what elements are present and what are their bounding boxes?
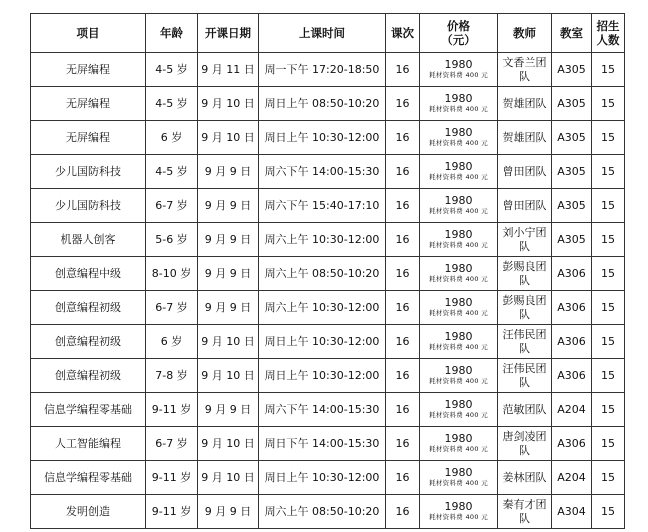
course-schedule-table bbox=[30, 13, 625, 529]
material-fee: 耗材资料费 400 元 bbox=[429, 411, 488, 419]
item-cell: 创意编程中级 bbox=[31, 257, 146, 291]
material-fee: 耗材资料费 400 元 bbox=[429, 173, 488, 181]
room-cell: A305 bbox=[552, 223, 592, 257]
teacher-cell bbox=[498, 87, 552, 121]
date-cell: 9 月 9 日 bbox=[198, 189, 259, 223]
sessions-cell: 16 bbox=[386, 393, 420, 427]
teacher-name: 范敏团队 bbox=[502, 402, 547, 416]
price-value: 1980 bbox=[444, 364, 473, 377]
table-body bbox=[31, 53, 625, 529]
sessions-cell: 16 bbox=[386, 359, 420, 393]
time-cell: 周日上午 10:30-12:00 bbox=[259, 461, 386, 495]
price-cell bbox=[420, 495, 498, 529]
enroll-cell: 15 bbox=[592, 393, 625, 427]
teacher-name: 秦有才团队 bbox=[502, 497, 547, 525]
room-cell: A305 bbox=[552, 155, 592, 189]
header-row bbox=[31, 14, 625, 53]
table-row bbox=[31, 291, 625, 325]
item-cell: 信息学编程零基础 bbox=[31, 461, 146, 495]
price-value: 1980 bbox=[444, 58, 473, 71]
item-cell: 创意编程初级 bbox=[31, 291, 146, 325]
price-value: 1980 bbox=[444, 160, 473, 173]
price-cell bbox=[420, 461, 498, 495]
room-cell: A306 bbox=[552, 291, 592, 325]
sessions-cell: 16 bbox=[386, 53, 420, 87]
item-cell: 信息学编程零基础 bbox=[31, 393, 146, 427]
teacher-cell bbox=[498, 427, 552, 461]
table-row bbox=[31, 427, 625, 461]
sessions-cell: 16 bbox=[386, 121, 420, 155]
material-fee: 耗材资料费 400 元 bbox=[429, 105, 488, 113]
age-cell: 9-11 岁 bbox=[146, 393, 198, 427]
material-fee: 耗材资料费 400 元 bbox=[429, 207, 488, 215]
price-value: 1980 bbox=[444, 296, 473, 309]
enroll-cell: 15 bbox=[592, 189, 625, 223]
time-cell: 周六上午 08:50-10:20 bbox=[259, 495, 386, 529]
room-cell: A204 bbox=[552, 461, 592, 495]
price-cell bbox=[420, 325, 498, 359]
date-cell: 9 月 10 日 bbox=[198, 359, 259, 393]
teacher-name: 曾田团队 bbox=[502, 164, 547, 178]
price-value: 1980 bbox=[444, 126, 473, 139]
price-value: 1980 bbox=[444, 466, 473, 479]
enroll-cell: 15 bbox=[592, 359, 625, 393]
teacher-cell bbox=[498, 461, 552, 495]
teacher-cell bbox=[498, 223, 552, 257]
date-cell: 9 月 10 日 bbox=[198, 461, 259, 495]
header-enroll-line1: 招生 bbox=[596, 19, 620, 33]
header-teacher: 教师 bbox=[498, 14, 552, 53]
date-cell: 9 月 9 日 bbox=[198, 495, 259, 529]
price-cell bbox=[420, 121, 498, 155]
sessions-cell: 16 bbox=[386, 87, 420, 121]
table-row bbox=[31, 121, 625, 155]
time-cell: 周六上午 08:50-10:20 bbox=[259, 257, 386, 291]
age-cell: 5-6 岁 bbox=[146, 223, 198, 257]
teacher-name: 贺雄团队 bbox=[502, 96, 547, 110]
teacher-cell bbox=[498, 393, 552, 427]
item-cell: 无屏编程 bbox=[31, 121, 146, 155]
header-price-line1: 价格 bbox=[447, 19, 470, 33]
price-value: 1980 bbox=[444, 500, 473, 513]
price-cell bbox=[420, 87, 498, 121]
table-row bbox=[31, 155, 625, 189]
item-cell: 创意编程初级 bbox=[31, 325, 146, 359]
header-sessions: 课次 bbox=[386, 14, 420, 53]
material-fee: 耗材资料费 400 元 bbox=[429, 513, 488, 521]
price-value: 1980 bbox=[444, 228, 473, 241]
item-cell: 无屏编程 bbox=[31, 87, 146, 121]
room-cell: A306 bbox=[552, 257, 592, 291]
item-cell: 少儿国防科技 bbox=[31, 189, 146, 223]
table-row bbox=[31, 223, 625, 257]
teacher-name: 唐剑凌团队 bbox=[502, 429, 547, 457]
price-value: 1980 bbox=[444, 194, 473, 207]
price-cell bbox=[420, 257, 498, 291]
sessions-cell: 16 bbox=[386, 461, 420, 495]
enroll-cell: 15 bbox=[592, 325, 625, 359]
teacher-cell bbox=[498, 359, 552, 393]
price-value: 1980 bbox=[444, 92, 473, 105]
teacher-name: 汪伟民团队 bbox=[502, 361, 547, 389]
teacher-name: 姜林团队 bbox=[502, 470, 547, 484]
sessions-cell: 16 bbox=[386, 427, 420, 461]
time-cell: 周六下午 14:00-15:30 bbox=[259, 155, 386, 189]
sessions-cell: 16 bbox=[386, 325, 420, 359]
age-cell: 4-5 岁 bbox=[146, 53, 198, 87]
sessions-cell: 16 bbox=[386, 257, 420, 291]
age-cell: 6-7 岁 bbox=[146, 189, 198, 223]
date-cell: 9 月 9 日 bbox=[198, 393, 259, 427]
date-cell: 9 月 10 日 bbox=[198, 121, 259, 155]
room-cell: A304 bbox=[552, 495, 592, 529]
price-value: 1980 bbox=[444, 262, 473, 275]
price-cell bbox=[420, 155, 498, 189]
age-cell: 6-7 岁 bbox=[146, 427, 198, 461]
teacher-cell bbox=[498, 495, 552, 529]
date-cell: 9 月 9 日 bbox=[198, 257, 259, 291]
table-row bbox=[31, 53, 625, 87]
teacher-name: 刘小宁团队 bbox=[502, 225, 547, 253]
date-cell: 9 月 11 日 bbox=[198, 53, 259, 87]
teacher-name: 贺雄团队 bbox=[502, 130, 547, 144]
time-cell: 周一下午 17:20-18:50 bbox=[259, 53, 386, 87]
table-row bbox=[31, 325, 625, 359]
price-cell bbox=[420, 189, 498, 223]
room-cell: A204 bbox=[552, 393, 592, 427]
date-cell: 9 月 9 日 bbox=[198, 223, 259, 257]
price-value: 1980 bbox=[444, 330, 473, 343]
enroll-cell: 15 bbox=[592, 427, 625, 461]
age-cell: 6 岁 bbox=[146, 121, 198, 155]
age-cell: 4-5 岁 bbox=[146, 155, 198, 189]
material-fee: 耗材资料费 400 元 bbox=[429, 139, 488, 147]
date-cell: 9 月 10 日 bbox=[198, 325, 259, 359]
room-cell: A306 bbox=[552, 427, 592, 461]
item-cell: 机器人创客 bbox=[31, 223, 146, 257]
room-cell: A305 bbox=[552, 53, 592, 87]
price-cell bbox=[420, 393, 498, 427]
age-cell: 9-11 岁 bbox=[146, 495, 198, 529]
age-cell: 6-7 岁 bbox=[146, 291, 198, 325]
table-row bbox=[31, 257, 625, 291]
time-cell: 周六上午 10:30-12:00 bbox=[259, 223, 386, 257]
date-cell: 9 月 9 日 bbox=[198, 291, 259, 325]
sessions-cell: 16 bbox=[386, 223, 420, 257]
teacher-cell bbox=[498, 189, 552, 223]
header-price-line2: （元） bbox=[441, 33, 476, 47]
enroll-cell: 15 bbox=[592, 291, 625, 325]
teacher-name: 彭赐良团队 bbox=[502, 293, 547, 321]
header-age: 年龄 bbox=[146, 14, 198, 53]
sessions-cell: 16 bbox=[386, 291, 420, 325]
material-fee: 耗材资料费 400 元 bbox=[429, 71, 488, 79]
teacher-cell bbox=[498, 291, 552, 325]
enroll-cell: 15 bbox=[592, 155, 625, 189]
age-cell: 4-5 岁 bbox=[146, 87, 198, 121]
room-cell: A305 bbox=[552, 87, 592, 121]
age-cell: 7-8 岁 bbox=[146, 359, 198, 393]
enroll-cell: 15 bbox=[592, 121, 625, 155]
price-cell bbox=[420, 291, 498, 325]
table-row bbox=[31, 87, 625, 121]
price-value: 1980 bbox=[444, 432, 473, 445]
item-cell: 少儿国防科技 bbox=[31, 155, 146, 189]
teacher-name: 曾田团队 bbox=[502, 198, 547, 212]
sessions-cell: 16 bbox=[386, 495, 420, 529]
time-cell: 周日下午 14:00-15:30 bbox=[259, 427, 386, 461]
enroll-cell: 15 bbox=[592, 53, 625, 87]
teacher-name: 文香兰团队 bbox=[502, 55, 547, 83]
time-cell: 周日上午 10:30-12:00 bbox=[259, 325, 386, 359]
enroll-cell: 15 bbox=[592, 257, 625, 291]
table-row bbox=[31, 393, 625, 427]
teacher-cell bbox=[498, 121, 552, 155]
sessions-cell: 16 bbox=[386, 189, 420, 223]
table-row bbox=[31, 359, 625, 393]
table-row bbox=[31, 189, 625, 223]
time-cell: 周六上午 10:30-12:00 bbox=[259, 291, 386, 325]
room-cell: A305 bbox=[552, 121, 592, 155]
material-fee: 耗材资料费 400 元 bbox=[429, 309, 488, 317]
date-cell: 9 月 10 日 bbox=[198, 87, 259, 121]
time-cell: 周六下午 14:00-15:30 bbox=[259, 393, 386, 427]
time-cell: 周日上午 10:30-12:00 bbox=[259, 121, 386, 155]
material-fee: 耗材资料费 400 元 bbox=[429, 241, 488, 249]
time-cell: 周日上午 10:30-12:00 bbox=[259, 359, 386, 393]
teacher-cell bbox=[498, 53, 552, 87]
header-enroll-line2: 人数 bbox=[596, 33, 620, 47]
header-class-time: 上课时间 bbox=[259, 14, 386, 53]
material-fee: 耗材资料费 400 元 bbox=[429, 445, 488, 453]
enroll-cell: 15 bbox=[592, 495, 625, 529]
material-fee: 耗材资料费 400 元 bbox=[429, 275, 488, 283]
room-cell: A305 bbox=[552, 189, 592, 223]
time-cell: 周六下午 15:40-17:10 bbox=[259, 189, 386, 223]
date-cell: 9 月 10 日 bbox=[198, 427, 259, 461]
enroll-cell: 15 bbox=[592, 461, 625, 495]
table-row bbox=[31, 495, 625, 529]
item-cell: 无屏编程 bbox=[31, 53, 146, 87]
teacher-name: 汪伟民团队 bbox=[502, 327, 547, 355]
room-cell: A306 bbox=[552, 359, 592, 393]
header-item: 项目 bbox=[31, 14, 146, 53]
item-cell: 创意编程初级 bbox=[31, 359, 146, 393]
item-cell: 人工智能编程 bbox=[31, 427, 146, 461]
header-enroll bbox=[592, 14, 625, 53]
enroll-cell: 15 bbox=[592, 223, 625, 257]
material-fee: 耗材资料费 400 元 bbox=[429, 343, 488, 351]
age-cell: 9-11 岁 bbox=[146, 461, 198, 495]
age-cell: 8-10 岁 bbox=[146, 257, 198, 291]
teacher-cell bbox=[498, 325, 552, 359]
time-cell: 周日上午 08:50-10:20 bbox=[259, 87, 386, 121]
date-cell: 9 月 9 日 bbox=[198, 155, 259, 189]
age-cell: 6 岁 bbox=[146, 325, 198, 359]
teacher-cell bbox=[498, 257, 552, 291]
price-cell bbox=[420, 359, 498, 393]
table-row bbox=[31, 461, 625, 495]
material-fee: 耗材资料费 400 元 bbox=[429, 377, 488, 385]
item-cell: 发明创造 bbox=[31, 495, 146, 529]
enroll-cell: 15 bbox=[592, 87, 625, 121]
teacher-cell bbox=[498, 155, 552, 189]
price-cell bbox=[420, 427, 498, 461]
header-room: 教室 bbox=[552, 14, 592, 53]
price-cell bbox=[420, 223, 498, 257]
material-fee: 耗材资料费 400 元 bbox=[429, 479, 488, 487]
price-value: 1980 bbox=[444, 398, 473, 411]
room-cell: A306 bbox=[552, 325, 592, 359]
header-start-date: 开课日期 bbox=[198, 14, 259, 53]
sessions-cell: 16 bbox=[386, 155, 420, 189]
price-cell bbox=[420, 53, 498, 87]
teacher-name: 彭赐良团队 bbox=[502, 259, 547, 287]
header-price bbox=[420, 14, 498, 53]
